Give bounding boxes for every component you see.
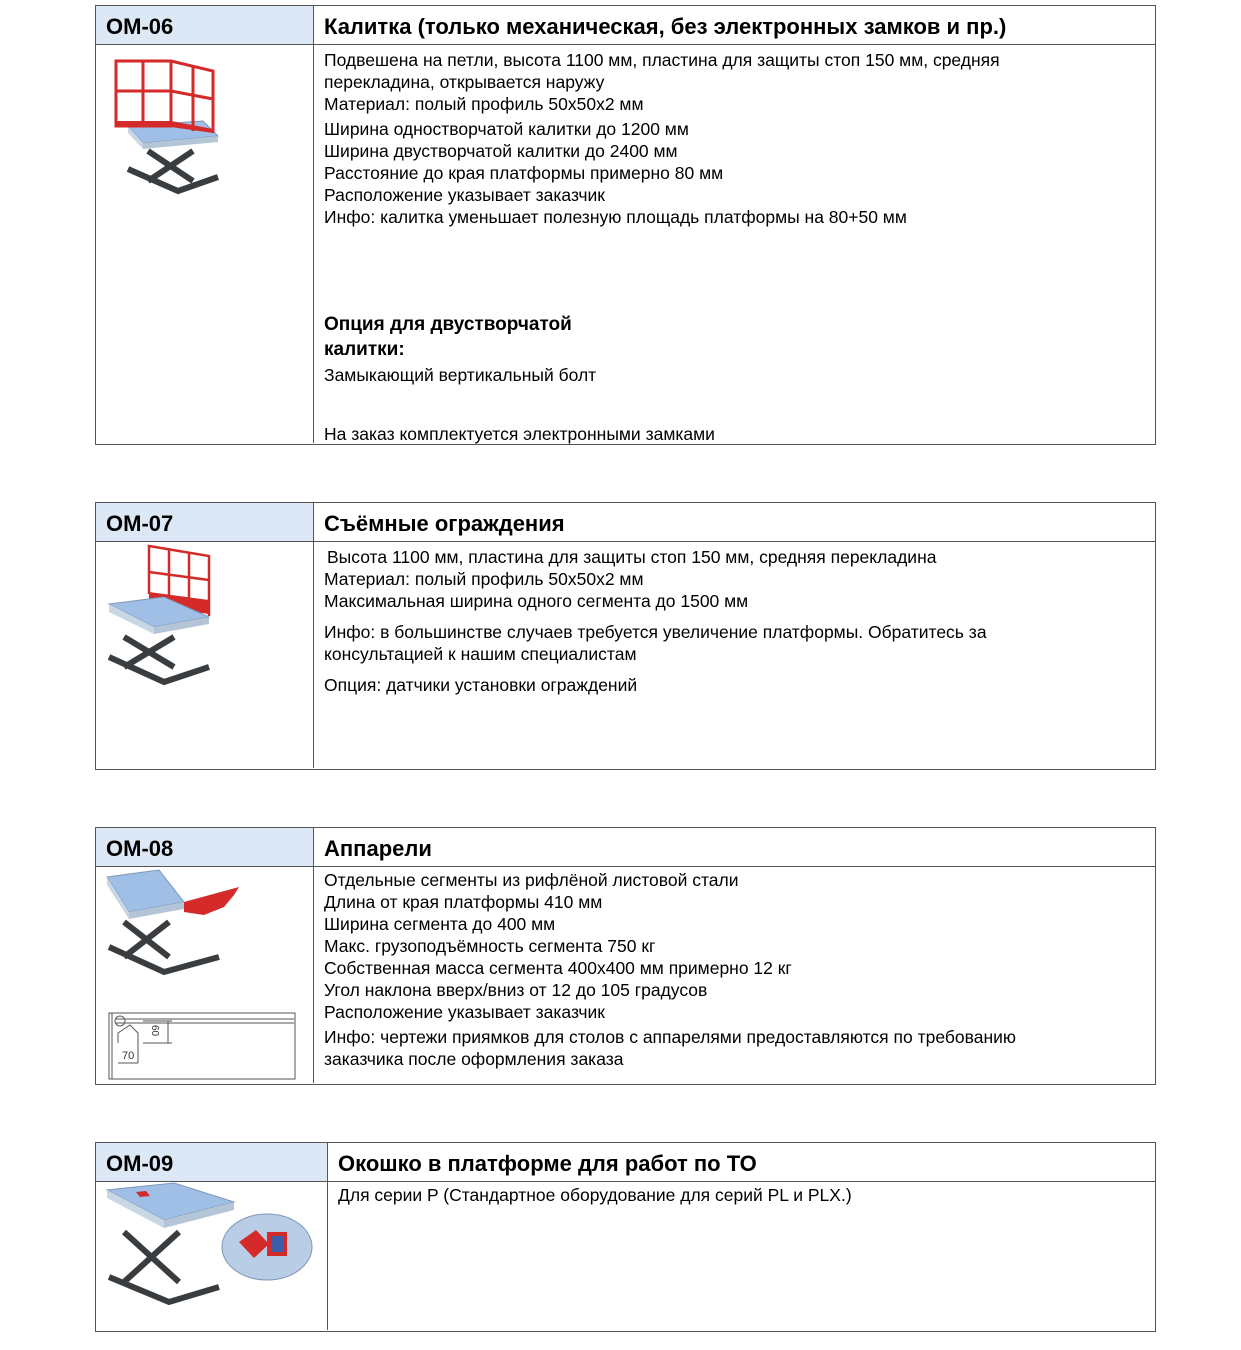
section-om-09 [95,1142,1156,1332]
description-line: Угол наклона вверх/вниз от 12 до 105 градусов [324,980,708,1000]
description-line: Максимальная ширина одного сегмента до 1500 мм [324,591,749,611]
section-om-06 [95,5,1156,445]
option-heading: калитки: [324,339,405,360]
description-line: Материал: полый профиль 50х50х2 мм [324,94,644,114]
section-header [96,503,1155,542]
section-title: Съёмные ограждения [324,511,565,536]
description-line: Расположение указывает заказчик [324,1002,605,1022]
lift-gate-icon [108,51,228,201]
section-body [96,45,1155,443]
section-description [314,542,1155,768]
description-line: Расположение указывает заказчик [324,185,605,205]
description-line: Расстояние до края платформы примерно 80 мм [324,163,724,183]
description-line: Ширина одностворчатой калитки до 1200 мм [324,119,689,139]
lift-gate-image [96,45,314,443]
description-line: Макс. грузоподъёмность сегмента 750 кг [324,936,656,956]
section-title: Окошко в платформе для работ по ТО [338,1151,757,1176]
description-line: Инфо: калитка уменьшает полезную площадь платформы на 80+50 мм [324,207,907,227]
section-title: Калитка (только механическая, без электронных замков и пр.) [324,14,1007,39]
description-line: Ширина двустворчатой калитки до 2400 мм [324,141,678,161]
drawing-dimension-60: 60 [149,1025,160,1037]
info-line: заказчика после оформления заказа [324,1049,624,1069]
section-body [96,542,1155,768]
lift-railing-icon [104,542,224,692]
option-heading: Опция для двустворчатой [324,314,572,335]
description-line: Отдельные сегменты из рифлёной листовой стали [324,870,739,890]
lift-hatch-icon [104,1182,319,1312]
section-code: ОМ-07 [96,503,314,541]
section-body [96,867,1155,1083]
section-header [96,1143,1155,1182]
section-om-07 [95,502,1156,770]
lift-railing-image [96,542,314,768]
section-code: ОМ-06 [96,6,314,44]
description-line: Ширина сегмента до 400 мм [324,914,556,934]
description-line: Собственная масса сегмента 400х400 мм примерно 12 кг [324,958,792,978]
option-text: Замыкающий вертикальный болт [324,365,597,385]
section-om-08 [95,827,1156,1085]
description-line: перекладина, открывается наружу [324,72,605,92]
description-line: Подвешена на петли, высота 1100 мм, пластина для защиты стоп 150 мм, средняя [324,50,1000,70]
ramp-drawing-icon [108,1009,298,1081]
description-line: Материал: полый профиль 50х50х2 мм [324,569,644,589]
section-code: ОМ-09 [96,1143,328,1181]
info-line: консультацией к нашим специалистам [324,644,637,664]
info-line: Инфо: чертежи приямков для столов с аппарелями предоставляются по требованию [324,1027,1017,1047]
section-description [328,1182,1155,1330]
description-line: Для серии P (Стандартное оборудование для серий PL и PLX.) [338,1185,852,1205]
section-header [96,6,1155,45]
description-line: Высота 1100 мм, пластина для защиты стоп 150 мм, средняя перекладина [327,547,937,567]
section-header [96,828,1155,867]
lift-ramp-icon [104,867,254,987]
option-text: Опция: датчики установки ограждений [324,675,638,695]
section-body [96,1182,1155,1330]
info-line: Инфо: в большинстве случаев требуется увеличение платформы. Обратитесь за [324,622,987,642]
section-code: ОМ-08 [96,828,314,866]
drawing-dimension-70: 70 [122,1050,135,1062]
lift-hatch-image [96,1182,328,1330]
description-line: Длина от края платформы 410 мм [324,892,603,912]
section-description [314,867,1155,1083]
lift-ramp-image [96,867,314,1083]
section-description [314,45,1155,443]
section-title: Аппарели [324,836,432,861]
footer-text: На заказ комплектуется электронными замками [324,424,715,444]
